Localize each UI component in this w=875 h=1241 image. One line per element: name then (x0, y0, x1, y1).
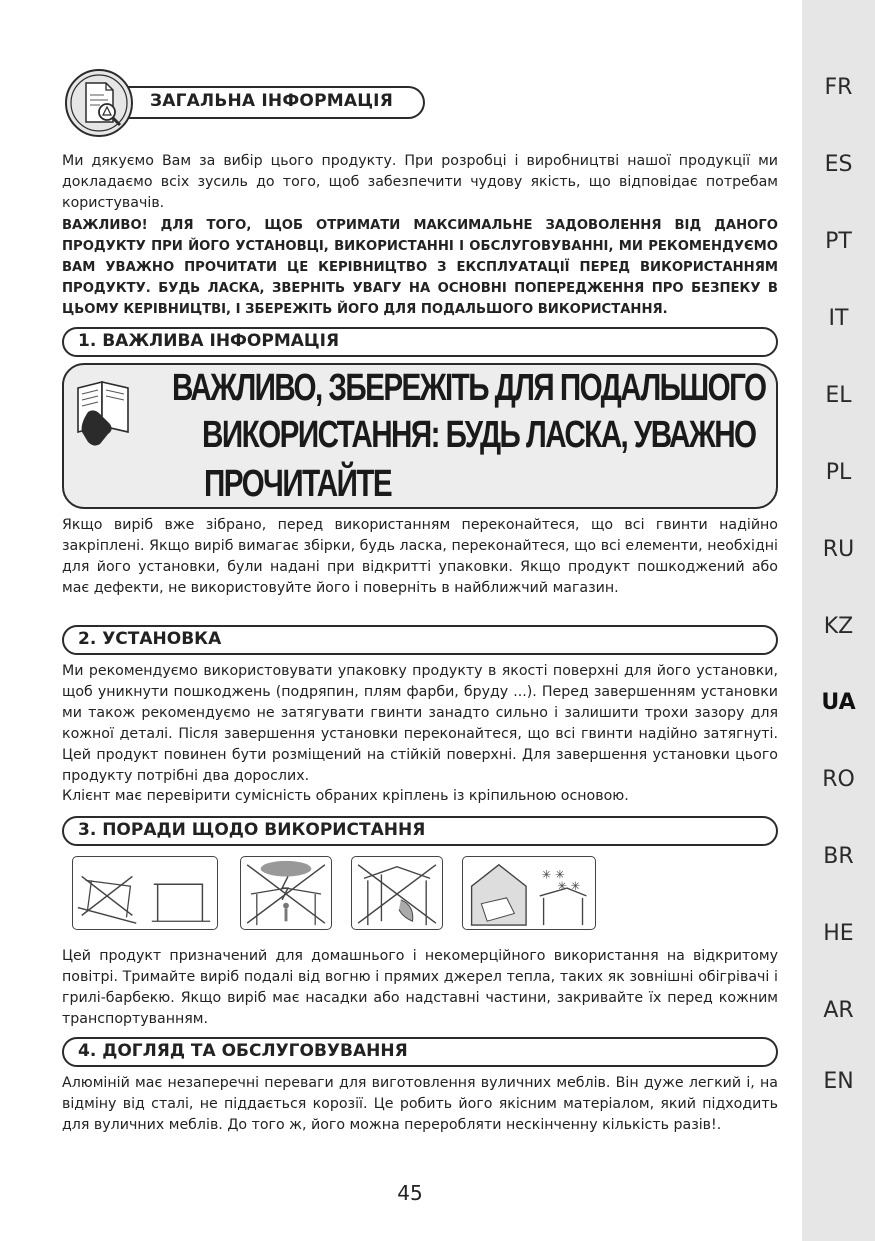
slope-warning-illustration (72, 856, 218, 930)
section-1-title: 1. ВАЖЛИВА ІНФОРМАЦІЯ (78, 331, 340, 351)
lang-en[interactable]: EN (823, 1069, 854, 1094)
intro-warning: ВАЖЛИВО! ДЛЯ ТОГО, ЩОБ ОТРИМАТИ МАКСИМАЛЬНЕ ЗАДОВОЛЕННЯ ВІД ДАНОГО ПРОДУКТУ ПРИ ЙОГО УСТАНОВЦІ, ВИКОРИСТАННІ І ОБСЛУГОВУВАННІ, МИ РЕКОМЕНДУЄМО ВАМ УВАЖНО ПРОЧИТАТИ ЦЕ КЕРІВНИЦТВО З ЕКСПЛУАТАЦІЇ ПЕРЕД ВИКОРИСТАННЯМ ПРОДУКТУ. БУДЬ ЛАСКА, ЗВЕРНІТЬ УВАГУ НА ОСНОВНІ ПОПЕРЕДЖЕННЯ ПРО БЕЗПЕКУ В ЦЬОМУ КЕРІВНИЦТВІ, І ЗБЕРЕЖІТЬ ЙОГО ДЛЯ ПОДАЛЬШОГО ВИКОРИСТАННЯ. (62, 218, 778, 317)
section-2-paragraph-2: Клієнт має перевірити сумісність обраних кріплень із кріпильною основою. (62, 788, 629, 804)
language-sidebar (802, 0, 875, 1241)
banner-line-3: ПРОЧИТАЙТЕ (204, 463, 392, 505)
lang-pl[interactable]: PL (825, 460, 852, 485)
lang-ro[interactable]: RO (822, 767, 855, 792)
svg-text:✳ ✳: ✳ ✳ (557, 879, 581, 894)
section-4-title: 4. ДОГЛЯД ТА ОБСЛУГОВУВАННЯ (78, 1041, 408, 1061)
lang-ru[interactable]: RU (822, 537, 855, 562)
section-1-paragraph: Якщо виріб вже зібрано, перед використанням переконайтеся, що всі гвинти надійно закріплені. Якщо виріб вимагає збірки, будь ласка, переконайтеся, що всі елементи, необхідні для його установки, були надані при відкритті упаковки. Якщо продукт пошкоджений або має дефекти, не використовуйте його і поверніть в найближчий магазин. (62, 517, 778, 596)
lang-kz[interactable]: KZ (823, 614, 854, 639)
section-2-paragraph-1: Ми рекомендуємо використовувати упаковку продукту в якості поверхні для його установки, щоб уникнути пошкоджень (подряпин, плям фарби, бруду ...). Перед завершенням установки ми також рекомендуємо не затягувати гвинти занадто сильно і залишити трохи зазору для кожної деталі. Після завершення установки переконайтеся, що всі гвинти надійно затягнуті. Цей продукт повинен бути розміщений на стійкій поверхні. Для завершення установки цього продукту потрібні два дорослих. (62, 663, 778, 784)
banner-line-1: ВАЖЛИВО, ЗБЕРЕЖІТЬ ДЛЯ ПОДАЛЬШОГО (172, 367, 766, 409)
lang-it[interactable]: IT (828, 306, 849, 331)
lang-he[interactable]: HE (823, 921, 854, 946)
wind-warning-illustration (351, 856, 443, 930)
storm-warning-illustration (240, 856, 332, 930)
banner-line-2: ВИКОРИСТАННЯ: БУДЬ ЛАСКА, УВАЖНО (202, 414, 756, 456)
section-3-title: 3. ПОРАДИ ЩОДО ВИКОРИСТАННЯ (78, 820, 426, 840)
document-warning-icon (64, 68, 134, 138)
winter-storage-illustration (462, 856, 596, 930)
lang-br[interactable]: BR (823, 844, 854, 869)
section-2-title: 2. УСТАНОВКА (78, 629, 222, 649)
read-manual-icon (74, 378, 136, 450)
lang-el[interactable]: EL (825, 383, 852, 408)
section-3-paragraph: Цей продукт призначений для домашнього і некомерційного використання на відкритому повітрі. Тримайте виріб подалі від вогню і прямих джерел тепла, таких як зовнішні обігрівачі і грилі-барбекю. Якщо виріб має насадки або надставні частини, закривайте їх перед кожним транспортуванням. (62, 948, 778, 1027)
lang-es[interactable]: ES (824, 152, 853, 177)
lang-pt[interactable]: PT (825, 229, 852, 254)
svg-text:✳ ✳: ✳ ✳ (541, 867, 565, 882)
lang-ua[interactable]: UA (821, 690, 856, 715)
lang-fr[interactable]: FR (824, 75, 853, 100)
page-title: ЗАГАЛЬНА ІНФОРМАЦІЯ (150, 91, 393, 111)
page-number: 45 (397, 1181, 423, 1205)
section-4-paragraph: Алюміній має незаперечні переваги для виготовлення вуличних меблів. Він дуже легкий і, на відміну від сталі, не піддається корозії. Це робить його якісним матеріалом, який підходить для вуличних меблів. До того ж, його можна переробляти нескінченну кількість разів!. (62, 1075, 778, 1133)
intro-paragraph: Ми дякуємо Вам за вибір цього продукту. При розробці і виробництві нашої продукції ми докладаємо всіх зусиль до того, щоб забезпечити чудову якість, що відповідає потребам користувачів. (62, 153, 778, 211)
lang-ar[interactable]: AR (823, 998, 854, 1023)
